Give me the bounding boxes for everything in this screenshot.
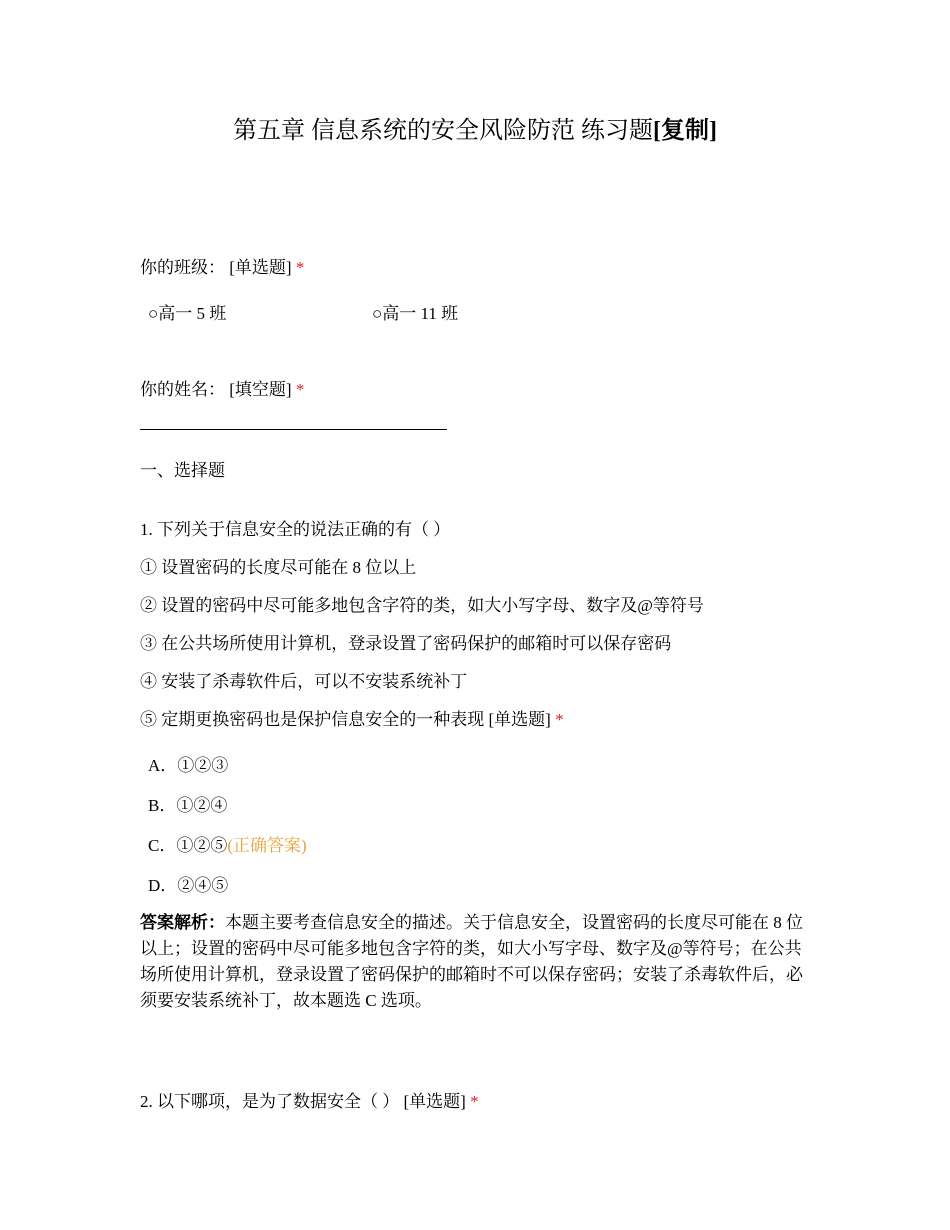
explanation-label: 答案解析： <box>140 913 225 932</box>
question-1-item-5: ⑤ 定期更换密码也是保护信息安全的一种表现 [单选题] * <box>140 710 564 729</box>
section-heading: 一、选择题 <box>140 461 225 480</box>
question-type: [单选题] <box>403 1092 466 1111</box>
question-label: 你的班级： <box>140 258 225 277</box>
required-mark: * <box>295 380 305 399</box>
name-input-blank[interactable] <box>140 429 447 430</box>
question-label: 你的姓名： <box>140 380 225 399</box>
radio-option-class-5[interactable]: ○高一 5 班 <box>148 304 227 323</box>
required-mark: * <box>295 258 305 277</box>
question-2-stem: 2. 以下哪项，是为了数据安全（ ） [单选题] * <box>140 1092 479 1111</box>
required-mark: * <box>470 1092 479 1111</box>
question-type: [单选题] <box>488 710 551 729</box>
question-1-stem: 1. 下列关于信息安全的说法正确的有（ ） <box>140 520 451 539</box>
radio-option-class-11[interactable]: ○高一 11 班 <box>372 304 459 323</box>
question-type: [单选题] <box>229 258 292 277</box>
correct-answer-tag: (正确答案) <box>227 836 307 855</box>
question-1-item-4: ④ 安装了杀毒软件后，可以不安装系统补丁 <box>140 672 468 691</box>
question-class <box>140 253 304 278</box>
question-1-item-1: ① 设置密码的长度尽可能在 8 位以上 <box>140 558 417 577</box>
question-type: [填空题] <box>229 380 292 399</box>
option-d[interactable]: D．②④⑤ <box>148 876 229 895</box>
option-c[interactable]: C．①②⑤(正确答案) <box>148 836 307 855</box>
answer-explanation <box>140 910 812 1014</box>
option-b[interactable]: B．①②④ <box>148 796 228 815</box>
question-1-item-2: ② 设置的密码中尽可能多地包含字符的类，如大小写字母、数字及@等符号 <box>140 596 704 615</box>
option-a[interactable]: A．①②③ <box>148 756 229 775</box>
question-name <box>140 375 304 400</box>
question-1-item-3: ③ 在公共场所使用计算机，登录设置了密码保护的邮箱时可以保存密码 <box>140 634 672 653</box>
page-title: 第五章 信息系统的安全风险防范 练习题[复制] <box>233 118 717 144</box>
explanation-text: 本题主要考查信息安全的描述。关于信息安全，设置密码的长度尽可能在 8 位以上；设置的密码中尽可能多地包含字符的类，如大小写字母、数字及@等符号；在公共场所使用计算机，登录设置了密码保护的邮箱时不可以保存密码；安装了杀毒软件后，必须要安装系统补丁，故本题选 C 选项。 <box>140 913 803 1010</box>
required-mark: * <box>555 710 564 729</box>
